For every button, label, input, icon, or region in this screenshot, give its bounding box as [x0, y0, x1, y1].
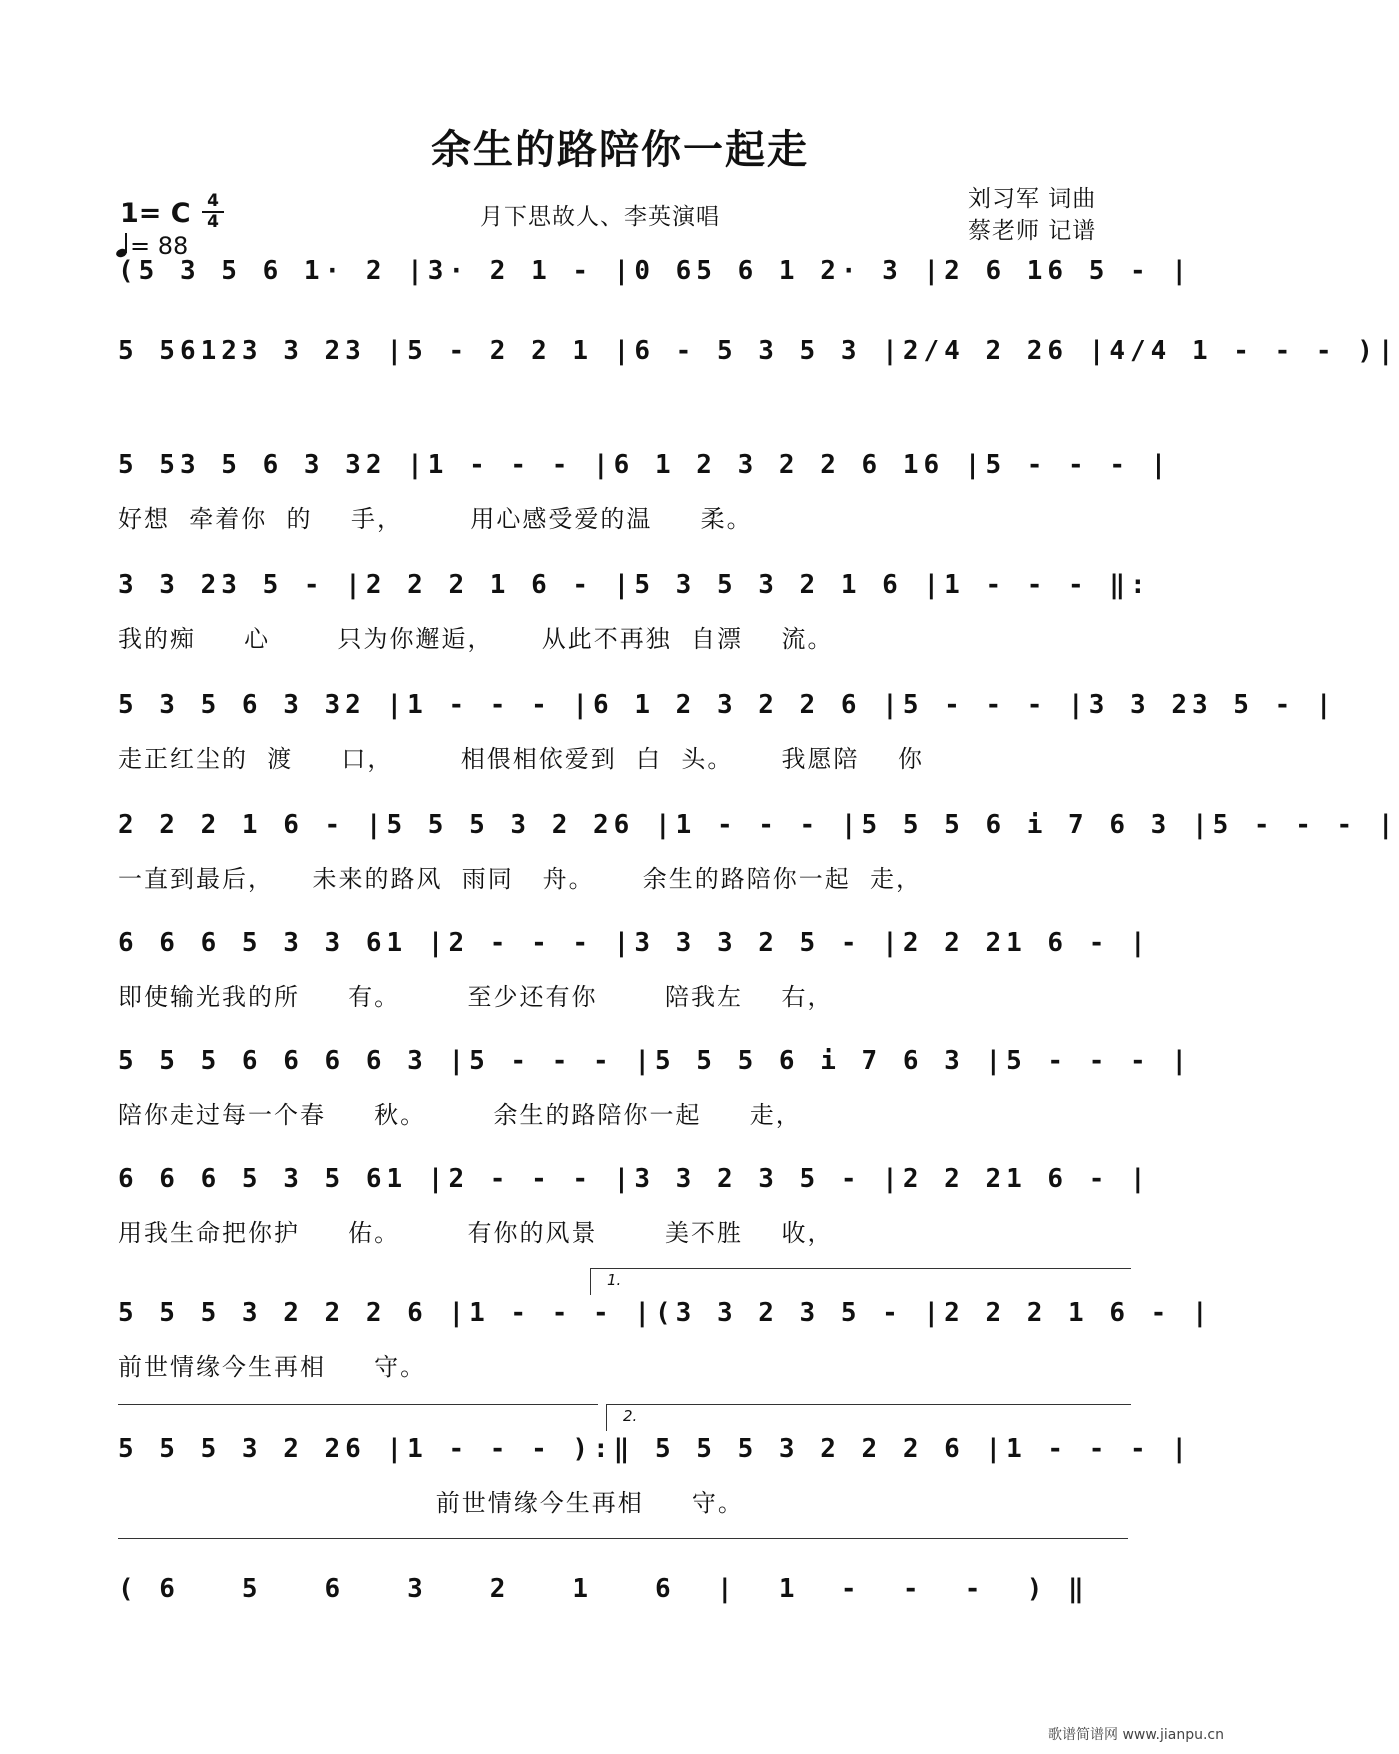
notation: 6 6 6 5 3 5 61 |2 - - - |3 3 2 3 5 - |2 2 21 6 - | — [118, 1164, 1151, 1194]
notation: 5 5 5 3 2 2 2 6 |1 - - - |(3 3 2 3 5 - |2 2 2 1 6 - | — [118, 1298, 1213, 1328]
score-row-6 — [118, 808, 1399, 862]
notation: 5 53 5 6 3 32 |1 - - - |6 1 2 3 2 2 6 16 |5 - - - | — [118, 450, 1172, 480]
notation: 5 5 5 6 6 6 6 3 |5 - - - |5 5 5 6 i 7 6 3 |5 - - - | — [118, 1046, 1192, 1076]
watermark: 歌谱简谱网 www.jianpu.cn — [1048, 1727, 1224, 1743]
volta-line — [118, 1404, 598, 1405]
score-row-7 — [118, 926, 1151, 980]
lyric-row-4: 我的痴 心 只为你邂逅， 从此不再独 自漂 流。 — [118, 625, 834, 653]
lyric-row-8: 陪你走过每一个春 秋。 余生的路陪你一起 走， — [118, 1101, 802, 1129]
transcriber-credit: 蔡老师 记谱 — [968, 218, 1097, 244]
notation: 5 3 5 6 3 32 |1 - - - |6 1 2 3 2 2 6 |5 - - - |3 3 23 5 - | — [118, 690, 1337, 720]
time-signature-bottom: 4 — [207, 212, 219, 232]
coda-line — [118, 1538, 1128, 1539]
page-title: 余生的路陪你一起走 — [431, 127, 809, 173]
score-row-11 — [118, 1432, 1192, 1486]
volta-2: 2. — [606, 1404, 1131, 1431]
time-signature — [202, 193, 224, 231]
lyric-row-5: 走正红尘的 渡 口， 相偎相依爱到 白 头。 我愿陪 你 — [118, 745, 924, 773]
score-row-10 — [118, 1296, 1213, 1350]
key-signature: 1= C — [120, 198, 191, 229]
notation: 3 3 23 5 - |2 2 2 1 6 - |5 3 5 3 2 1 6 |1 - - - ‖: — [118, 570, 1151, 600]
time-signature-top: 4 — [207, 191, 219, 211]
score-row-3 — [118, 448, 1172, 502]
score-row-4 — [118, 568, 1151, 622]
notation: 2 2 2 1 6 - |5 5 5 3 2 26 |1 - - - |5 5 5 6 i 7 6 3 |5 - - - | — [118, 810, 1399, 840]
notation: 5 5 5 3 2 26 |1 - - - ):‖ 5 5 5 3 2 2 2 6 |1 - - - | — [118, 1434, 1192, 1464]
score-row-5 — [118, 688, 1337, 742]
notation: 6 6 6 5 3 3 61 |2 - - - |3 3 3 2 5 - |2 2 21 6 - | — [118, 928, 1151, 958]
score-row-1 — [118, 254, 1192, 308]
volta-1: 1. — [590, 1268, 1131, 1295]
lyric-row-6: 一直到最后， 未来的路风 雨同 舟。 余生的路陪你一起 走， — [118, 865, 923, 893]
singer-credit: 月下思故人、李英演唱 — [480, 204, 720, 230]
notation: (5 3 5 6 1· 2 |3· 2 1 - |0 65 6 1 2· 3 |2 6 16 5 - | — [118, 256, 1192, 286]
notation: ( 6 5 6 3 2 1 6 | 1 - - - ) ‖ — [118, 1574, 1089, 1604]
lyric-row-3: 好想 牵着你 的 手， 用心感受爱的温 柔。 — [118, 505, 753, 533]
notation: 5 56123 3 23 |5 - 2 2 1 |6 - 5 3 5 3 |2/4 2 26 |4/4 1 - - - )| — [118, 336, 1399, 366]
lyric-row-9: 用我生命把你护 佑。 有你的风景 美不胜 收， — [118, 1219, 834, 1247]
lyric-row-7: 即使输光我的所 有。 至少还有你 陪我左 右， — [118, 983, 834, 1011]
score-row-2 — [118, 334, 1399, 388]
score-row-9 — [118, 1162, 1151, 1216]
tempo-value: = 88 — [130, 232, 189, 260]
lyric-row-11: 前世情缘今生再相 守。 — [118, 1489, 744, 1517]
composer-credit: 刘习军 词曲 — [968, 186, 1097, 212]
lyric-row-10: 前世情缘今生再相 守。 — [118, 1353, 427, 1381]
score-row-8 — [118, 1044, 1192, 1098]
score-row-12 — [118, 1572, 1128, 1626]
